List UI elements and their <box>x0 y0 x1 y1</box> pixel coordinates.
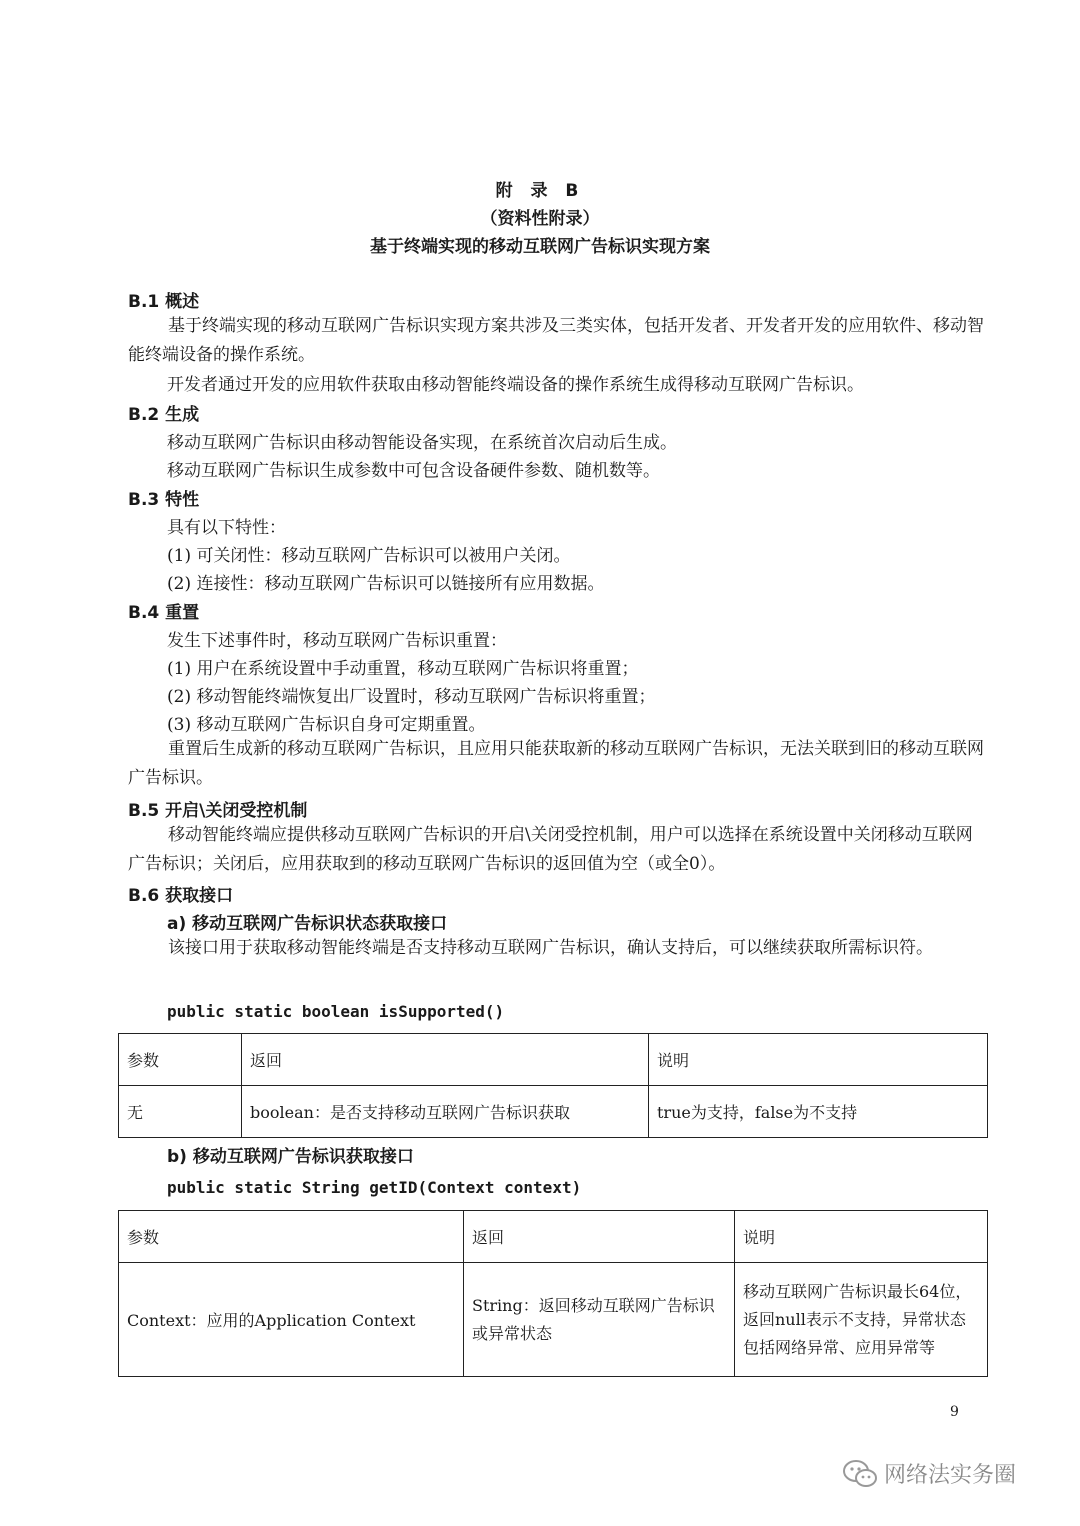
appendix-heading: 基于终端实现的移动互联网广告标识实现方案 <box>370 237 710 257</box>
table-header-cell: 说明 <box>735 1211 988 1263</box>
table-cell: boolean：是否支持移动互联网广告标识获取 <box>242 1086 649 1138</box>
appendix-subtitle: （资料性附录） <box>480 209 600 229</box>
section-b4-line2: (1) 用户在系统设置中手动重置，移动互联网广告标识将重置； <box>167 659 639 679</box>
interface-b-signature: public static String getID(Context context) <box>167 1178 582 1197</box>
watermark-text: 网络法实务圈 <box>884 1463 1017 1488</box>
section-b5-title: B.5 开启\关闭受控机制 <box>128 801 308 821</box>
section-b3-line3: (2) 连接性：移动互联网广告标识可以链接所有应用数据。 <box>167 574 605 594</box>
table-cell: String：返回移动互联网广告标识或异常状态 <box>464 1263 735 1377</box>
table-header-row <box>119 1034 988 1086</box>
section-b1-title: B.1 概述 <box>128 292 200 312</box>
table-header-row <box>119 1211 988 1263</box>
section-b3-title: B.3 特性 <box>128 490 200 510</box>
interface-a-description: 该接口用于获取移动智能终端是否支持移动互联网广告标识，确认支持后，可以继续获取所需标识符。 <box>168 938 933 958</box>
watermark <box>842 1458 1016 1489</box>
section-b1-para1: 基于终端实现的移动互联网广告标识实现方案共涉及三类实体，包括开发者、开发者开发的应用软件、移动智能终端设备的操作系统。 <box>128 316 984 365</box>
interface-a-signature: public static boolean isSupported() <box>167 1002 505 1021</box>
section-b2-line1: 移动互联网广告标识由移动智能设备实现，在系统首次启动后生成。 <box>167 433 677 453</box>
table-cell: Context：应用的Application Context <box>119 1263 464 1377</box>
section-b3-line1: 具有以下特性： <box>167 518 286 538</box>
table-header-cell: 返回 <box>464 1211 735 1263</box>
table-cell: 移动互联网广告标识最长64位，返回null表示不支持，异常状态包括网络异常、应用异常等 <box>735 1263 988 1377</box>
interface-a-title: a) 移动互联网广告标识状态获取接口 <box>167 914 448 934</box>
table-row <box>119 1086 988 1138</box>
table-header-cell: 返回 <box>242 1034 649 1086</box>
section-b4-para1: 重置后生成新的移动互联网广告标识，且应用只能获取新的移动互联网广告标识，无法关联到旧的移动互联网广告标识。 <box>128 739 984 788</box>
table-header-cell: 说明 <box>649 1034 988 1086</box>
section-b4-line1: 发生下述事件时，移动互联网广告标识重置： <box>167 631 507 651</box>
table-cell: true为支持，false为不支持 <box>649 1086 988 1138</box>
table-header-cell: 参数 <box>119 1034 242 1086</box>
table-row <box>119 1263 988 1377</box>
section-b5-para1: 移动智能终端应提供移动互联网广告标识的开启\关闭受控机制，用户可以选择在系统设置中关闭移动互联网广告标识；关闭后，应用获取到的移动互联网广告标识的返回值为空（或全0）。 <box>128 825 973 874</box>
section-b4-title: B.4 重置 <box>128 603 200 623</box>
section-b2-title: B.2 生成 <box>128 405 200 425</box>
appendix-title: 附 录 B <box>495 181 585 201</box>
section-b4-line3: (2) 移动智能终端恢复出厂设置时，移动互联网广告标识将重置； <box>167 687 656 707</box>
section-b1-para2: 开发者通过开发的应用软件获取由移动智能终端设备的操作系统生成得移动互联网广告标识。 <box>167 375 864 395</box>
interface-b-title: b) 移动互联网广告标识获取接口 <box>167 1147 414 1167</box>
section-b3-line2: (1) 可关闭性：移动互联网广告标识可以被用户关闭。 <box>167 546 571 566</box>
wechat-icon <box>842 1459 878 1489</box>
page-number: 9 <box>950 1404 959 1420</box>
section-b4-line4: (3) 移动互联网广告标识自身可定期重置。 <box>167 715 486 735</box>
interface-a-table <box>118 1033 988 1138</box>
table-cell: 无 <box>119 1086 242 1138</box>
table-header-cell: 参数 <box>119 1211 464 1263</box>
section-b2-line2: 移动互联网广告标识生成参数中可包含设备硬件参数、随机数等。 <box>167 461 660 481</box>
section-b6-title: B.6 获取接口 <box>128 886 234 906</box>
interface-b-table <box>118 1210 988 1377</box>
